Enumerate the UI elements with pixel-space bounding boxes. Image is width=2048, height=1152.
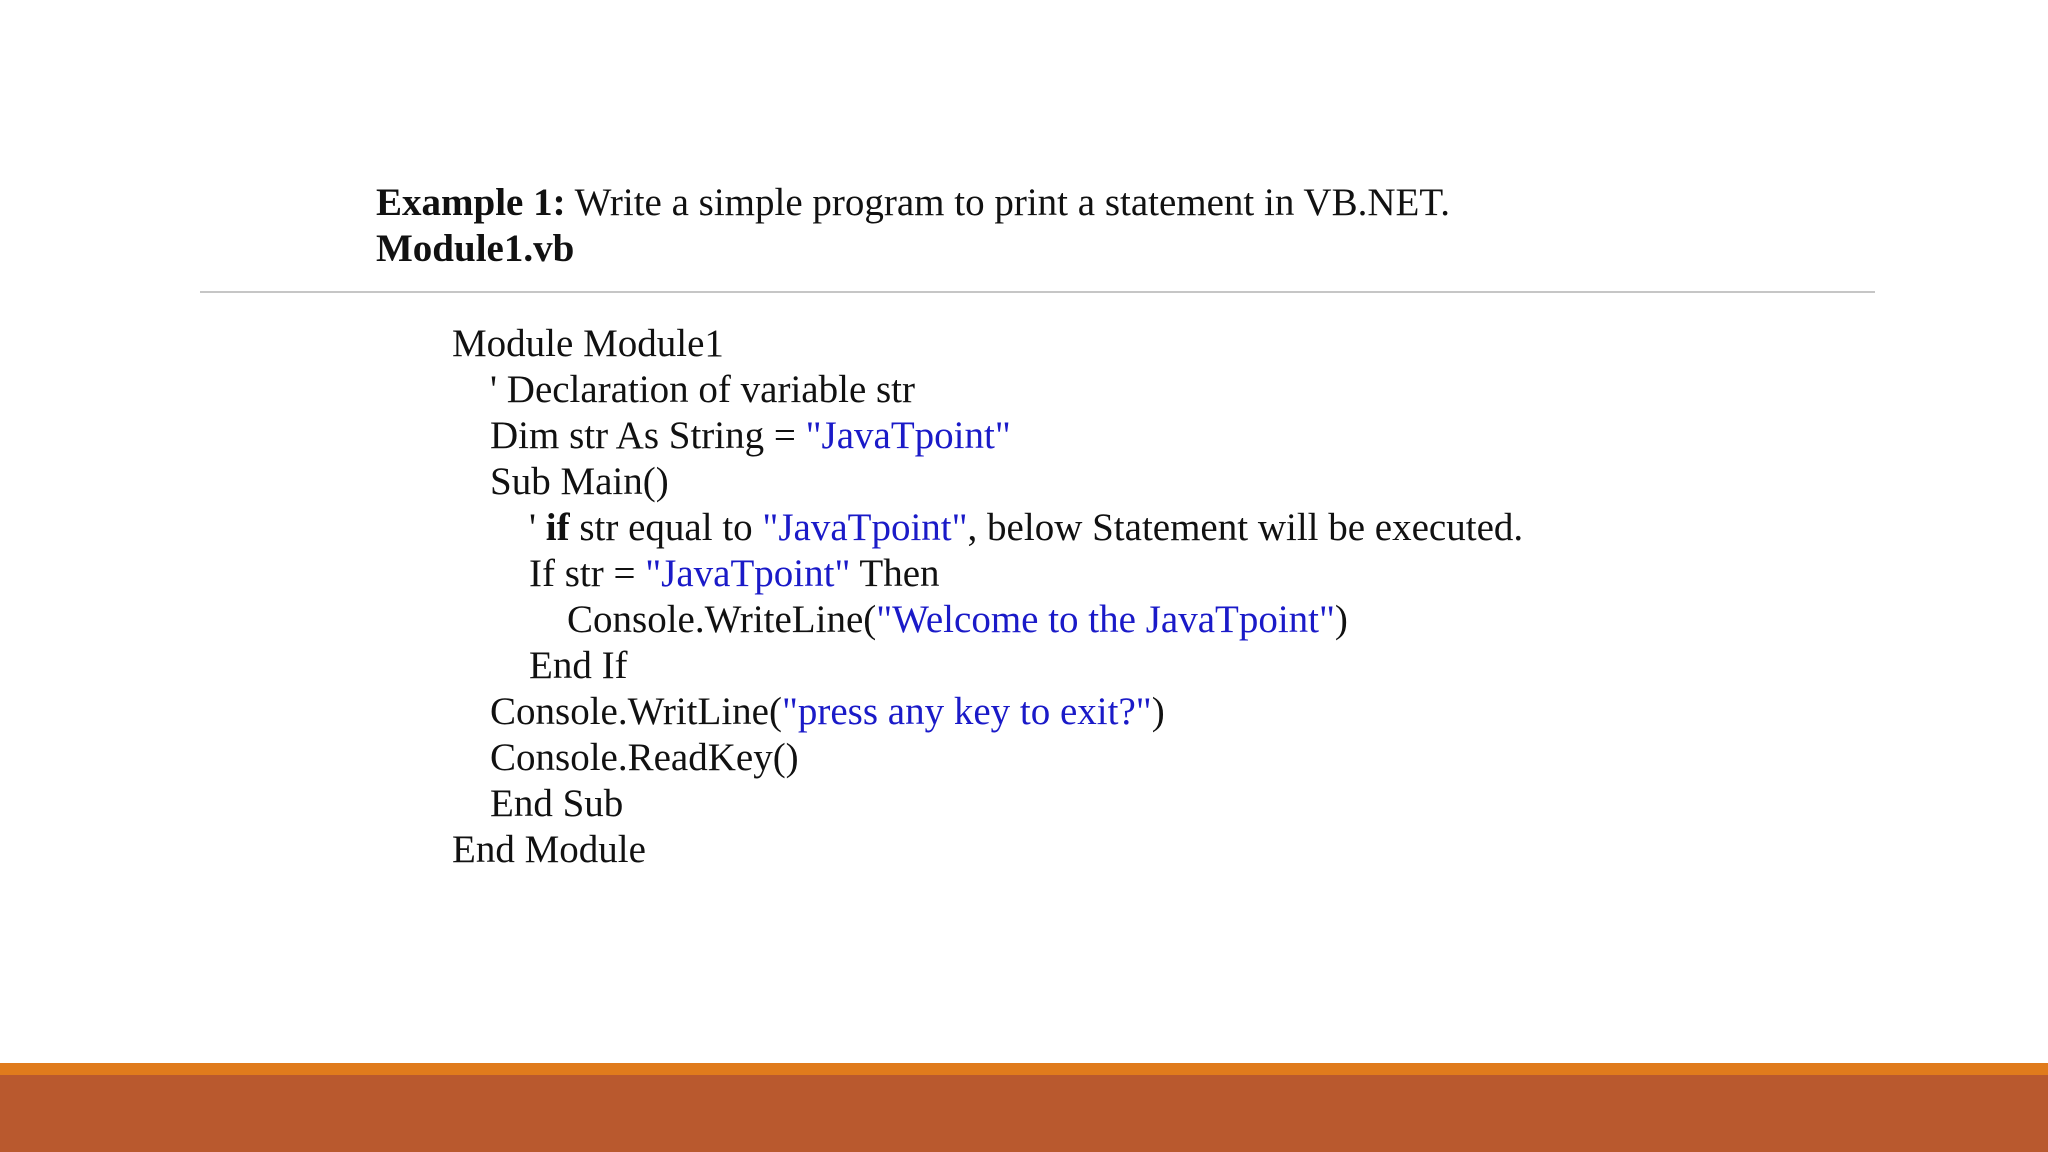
code-line <box>452 413 1523 459</box>
code-line: End If <box>529 644 628 687</box>
string-literal: "JavaTpoint" <box>645 552 851 595</box>
code-line <box>452 551 1523 597</box>
keyword: if <box>545 506 570 549</box>
code-text: Then <box>850 552 940 595</box>
code-block <box>452 321 1523 873</box>
code-text: str equal to <box>569 506 763 549</box>
code-text: Console.WriteLine( <box>567 598 877 641</box>
code-line: End Module <box>452 828 646 871</box>
code-line <box>452 597 1523 643</box>
example-description: Write a simple program to print a statement in VB.NET. <box>565 181 1450 224</box>
code-text: ) <box>1151 690 1165 733</box>
filename: Module1.vb <box>376 227 575 270</box>
code-line: Console.ReadKey() <box>490 736 799 779</box>
code-line: ' Declaration of variable str <box>490 368 916 411</box>
example-title-line <box>376 180 1450 226</box>
code-line <box>452 505 1523 551</box>
code-text: If str = <box>529 552 646 595</box>
code-text: Dim str As String = <box>490 414 806 457</box>
string-literal: "JavaTpoint" <box>805 414 1011 457</box>
footer-bar <box>0 1075 2048 1152</box>
code-text: , below Statement will be executed. <box>967 506 1524 549</box>
code-line: End Sub <box>490 782 624 825</box>
code-line <box>452 689 1523 735</box>
code-line: Module Module1 <box>452 322 724 365</box>
code-text: ' <box>529 506 546 549</box>
example-label: Example 1: <box>376 181 566 224</box>
divider <box>200 291 1875 293</box>
string-literal: "JavaTpoint" <box>762 506 968 549</box>
code-text: ) <box>1334 598 1348 641</box>
string-literal: "press any key to exit?" <box>781 690 1152 733</box>
code-text: Console.WritLine( <box>490 690 782 733</box>
code-line: Sub Main() <box>490 460 669 503</box>
footer-accent-bar <box>0 1063 2048 1075</box>
string-literal: "Welcome to the JavaTpoint" <box>876 598 1335 641</box>
example-heading <box>376 180 1450 272</box>
